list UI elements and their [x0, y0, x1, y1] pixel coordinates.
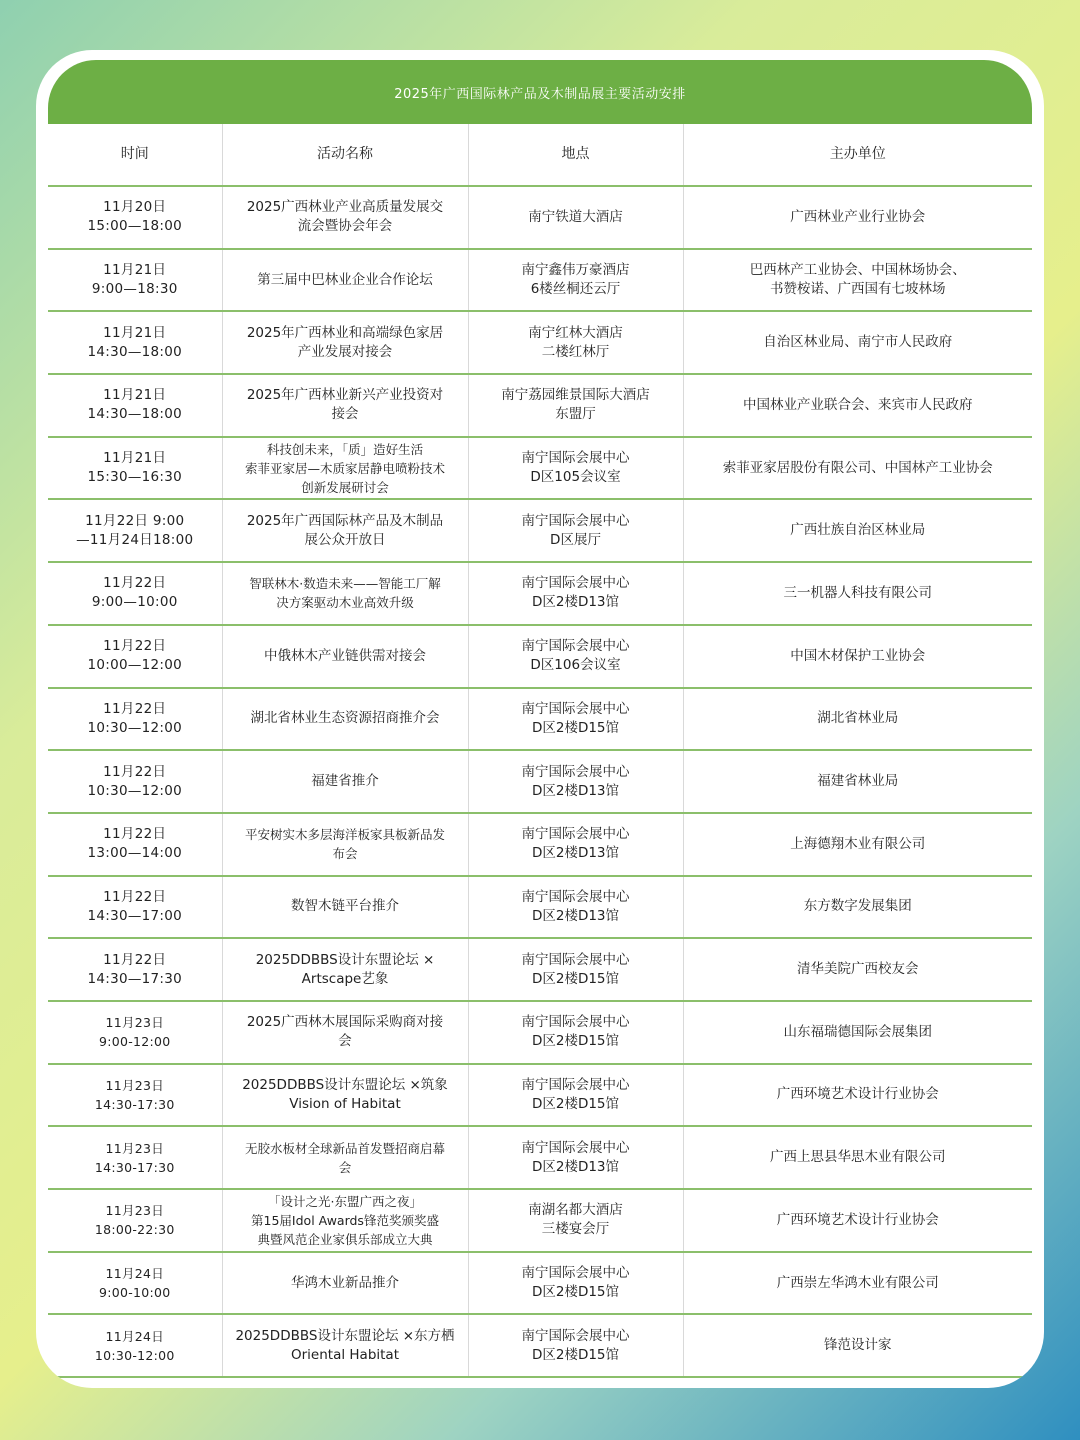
cell-activity	[222, 1189, 468, 1252]
cell-location	[468, 625, 683, 688]
cell-organizer-line: 福建省林业局	[817, 773, 899, 790]
cell-organizer	[683, 562, 1032, 625]
table-row	[48, 1189, 1032, 1252]
cell-organizer-line: 索菲亚家居股份有限公司、中国林产工业协会	[722, 459, 993, 476]
table-header-row	[48, 124, 1032, 186]
cell-location-line: 6楼丝桐还云厅	[530, 281, 621, 298]
cell-activity-line: 无胶水板材全球新品首发暨招商启幕	[244, 1140, 445, 1156]
cell-activity-line: 「设计之光·东盟广西之夜」	[268, 1193, 422, 1209]
cell-activity-line: 2025广西林业产业高质量发展交	[246, 199, 444, 216]
cell-time-line: 10:00—12:00	[87, 657, 183, 674]
cell-organizer	[683, 499, 1032, 562]
cell-activity	[222, 311, 468, 374]
cell-location-line: 南宁红林大酒店	[528, 324, 623, 341]
cell-location	[468, 249, 683, 312]
cell-time-line: 11月23日	[105, 1203, 165, 1219]
table-row	[48, 876, 1032, 939]
cell-time	[48, 625, 222, 688]
cell-activity	[222, 499, 468, 562]
cell-organizer	[683, 186, 1032, 249]
cell-activity	[222, 688, 468, 751]
cell-organizer-line: 广西崇左华鸿木业有限公司	[776, 1274, 939, 1291]
cell-time-line: 15:30—16:30	[87, 469, 183, 486]
cell-time	[48, 1314, 222, 1377]
cell-location	[468, 562, 683, 625]
cell-activity-line: 中俄林木产业链供需对接会	[264, 647, 426, 664]
cell-location	[468, 1001, 683, 1064]
cell-time	[48, 562, 222, 625]
cell-time-line: 11月22日	[103, 951, 167, 968]
cell-location-line: D区2楼D13馆	[531, 782, 620, 799]
header-activity: 活动名称	[222, 124, 468, 186]
table-row	[48, 1126, 1032, 1189]
header-location: 地点	[468, 124, 683, 186]
table-row	[48, 813, 1032, 876]
cell-time-line: 9:00—10:00	[91, 594, 178, 611]
table-row	[48, 1252, 1032, 1315]
cell-activity-line: 2025DDBBS设计东盟论坛 ×东方栖	[235, 1327, 455, 1344]
cell-activity	[222, 437, 468, 500]
cell-location-line: D区2楼D13馆	[531, 594, 620, 611]
cell-organizer-line: 广西壮族自治区林业局	[790, 522, 926, 539]
cell-organizer-line: 湖北省林业局	[817, 710, 899, 727]
cell-time	[48, 1064, 222, 1127]
cell-activity	[222, 1001, 468, 1064]
cell-location-line: D区2楼D13馆	[531, 907, 620, 924]
cell-time	[48, 499, 222, 562]
cell-activity	[222, 750, 468, 813]
cell-time-line: 11月24日	[105, 1266, 165, 1282]
cell-organizer	[683, 437, 1032, 500]
cell-organizer	[683, 374, 1032, 437]
cell-location-line: D区2楼D15馆	[531, 1346, 620, 1363]
cell-location	[468, 938, 683, 1001]
cell-location-line: 南宁铁道大酒店	[528, 208, 623, 225]
cell-activity-line: 会	[338, 1159, 352, 1175]
cell-time	[48, 938, 222, 1001]
cell-activity	[222, 186, 468, 249]
table-row	[48, 1001, 1032, 1064]
cell-activity-line: Oriental Habitat	[291, 1346, 399, 1363]
cell-location-line: 南宁国际会展中心	[521, 826, 630, 843]
cell-time	[48, 688, 222, 751]
cell-organizer	[683, 1001, 1032, 1064]
cell-time	[48, 186, 222, 249]
cell-activity	[222, 938, 468, 1001]
cell-location-line: 南宁国际会展中心	[521, 1139, 630, 1156]
table-row	[48, 437, 1032, 500]
schedule-card	[36, 50, 1044, 1388]
cell-location-line: D区106会议室	[530, 657, 621, 674]
cell-activity	[222, 813, 468, 876]
cell-activity	[222, 374, 468, 437]
cell-time	[48, 813, 222, 876]
cell-activity	[222, 1314, 468, 1377]
cell-activity	[222, 1126, 468, 1189]
cell-time	[48, 876, 222, 939]
cell-time-line: 11月22日	[103, 638, 167, 655]
cell-organizer-line: 山东福瑞德国际会展集团	[783, 1023, 932, 1040]
cell-activity-line: 流会暨协会年会	[297, 218, 393, 235]
cell-location-line: 南宁国际会展中心	[521, 1014, 630, 1031]
cell-time-line: 10:30—12:00	[87, 782, 183, 799]
cell-organizer-line: 上海德翔木业有限公司	[790, 835, 926, 852]
cell-activity-line: 展公众开放日	[304, 531, 386, 548]
cell-location	[468, 1064, 683, 1127]
cell-location-line: D区2楼D15馆	[531, 719, 620, 736]
cell-location-line: 三楼宴会厅	[541, 1221, 610, 1238]
cell-location-line: 二楼红林厅	[541, 343, 610, 360]
cell-time-line: 9:00-10:00	[98, 1285, 171, 1301]
cell-activity-line: 湖北省林业生态资源招商推介会	[250, 710, 440, 727]
cell-activity-line: 2025DDBBS设计东盟论坛 ×	[255, 951, 435, 968]
cell-organizer-line: 广西上思县华思木业有限公司	[770, 1149, 946, 1166]
cell-organizer-line: 三一机器人科技有限公司	[783, 584, 932, 601]
cell-activity-line: 2025年广西林业和高端绿色家居	[246, 324, 444, 341]
cell-activity-line: 平安树实木多层海洋板家具板新品发	[244, 827, 445, 843]
cell-time-line: 11月22日	[103, 575, 167, 592]
cell-time	[48, 249, 222, 312]
cell-organizer	[683, 938, 1032, 1001]
cell-location-line: 南宁国际会展中心	[521, 638, 630, 655]
cell-location	[468, 750, 683, 813]
cell-activity	[222, 625, 468, 688]
cell-location-line: 东盟厅	[555, 406, 596, 423]
cell-organizer	[683, 1314, 1032, 1377]
table-row	[48, 499, 1032, 562]
cell-time	[48, 750, 222, 813]
cell-location-line: 南宁国际会展中心	[521, 763, 630, 780]
cell-time-line: 11月24日	[105, 1328, 165, 1344]
cell-location-line: D区2楼D15馆	[531, 1033, 620, 1050]
cell-time-line: 9:00-12:00	[98, 1034, 171, 1050]
cell-organizer-line: 广西林业产业行业协会	[790, 208, 926, 225]
cell-time-line: 14:30—17:30	[87, 970, 183, 987]
header-organizer: 主办单位	[683, 124, 1032, 186]
cell-organizer-line: 广西环境艺术设计行业协会	[776, 1086, 939, 1103]
cell-location-line: D区2楼D13馆	[531, 1158, 620, 1175]
table-title: 2025年广西国际林产品及木制品展主要活动安排	[48, 60, 1032, 124]
cell-organizer	[683, 625, 1032, 688]
cell-location-line: 南湖名都大酒店	[528, 1202, 623, 1219]
table-row	[48, 311, 1032, 374]
cell-organizer	[683, 249, 1032, 312]
table-row	[48, 750, 1032, 813]
cell-time-line: 11月21日	[103, 324, 167, 341]
cell-location	[468, 688, 683, 751]
cell-location	[468, 437, 683, 500]
cell-organizer	[683, 311, 1032, 374]
cell-time-line: 11月22日 9:00	[85, 512, 185, 529]
cell-time	[48, 311, 222, 374]
cell-time-line: 11月21日	[103, 450, 167, 467]
cell-location	[468, 1126, 683, 1189]
table-row	[48, 374, 1032, 437]
cell-organizer	[683, 1126, 1032, 1189]
cell-time-line: 11月21日	[103, 262, 167, 279]
cell-time-line: 18:00-22:30	[94, 1222, 175, 1238]
cell-organizer	[683, 813, 1032, 876]
cell-time-line: 13:00—14:00	[87, 845, 183, 862]
cell-time	[48, 1189, 222, 1252]
cell-location-line: 南宁荔园维景国际大酒店	[501, 387, 650, 404]
cell-organizer-line: 清华美院广西校友会	[797, 961, 919, 978]
cell-activity-line: 接会	[331, 406, 359, 423]
cell-location-line: D区展厅	[550, 531, 601, 548]
cell-location	[468, 1189, 683, 1252]
cell-activity-line: 2025DDBBS设计东盟论坛 ×筑象	[242, 1076, 448, 1093]
cell-time-line: 9:00—18:30	[91, 281, 178, 298]
cell-location-line: D区105会议室	[530, 469, 621, 486]
cell-organizer	[683, 1064, 1032, 1127]
cell-activity	[222, 1064, 468, 1127]
table-row	[48, 562, 1032, 625]
cell-time-line: 15:00—18:00	[87, 218, 183, 235]
table-row	[48, 1314, 1032, 1377]
cell-activity-line: 福建省推介	[311, 773, 379, 790]
cell-time-line: 14:30—17:00	[87, 907, 183, 924]
cell-time	[48, 1252, 222, 1315]
cell-location-line: 南宁国际会展中心	[521, 1076, 630, 1093]
cell-time-line: 14:30—18:00	[87, 343, 183, 360]
table-row	[48, 1064, 1032, 1127]
cell-time-line: 10:30-12:00	[94, 1347, 175, 1363]
cell-activity-line: 华鸿木业新品推介	[291, 1274, 399, 1291]
cell-location-line: 南宁国际会展中心	[521, 700, 630, 717]
cell-time-line: 14:30—18:00	[87, 406, 183, 423]
table-row	[48, 249, 1032, 312]
cell-organizer	[683, 876, 1032, 939]
cell-activity-line: Vision of Habitat	[289, 1095, 401, 1112]
cell-time-line: —11月24日18:00	[76, 531, 194, 548]
cell-organizer	[683, 750, 1032, 813]
cell-organizer-line: 广西环境艺术设计行业协会	[776, 1211, 939, 1228]
cell-time-line: 11月22日	[103, 700, 167, 717]
cell-location-line: 南宁国际会展中心	[521, 512, 630, 529]
cell-organizer	[683, 688, 1032, 751]
cell-location	[468, 186, 683, 249]
cell-time	[48, 437, 222, 500]
cell-location	[468, 876, 683, 939]
cell-activity-line: 智联林木·数造未来——智能工厂解	[249, 576, 441, 592]
cell-activity-line: 典暨风范企业家俱乐部成立大典	[257, 1231, 433, 1247]
cell-time	[48, 1001, 222, 1064]
cell-time-line: 11月20日	[103, 199, 167, 216]
cell-location-line: D区2楼D15馆	[531, 1284, 620, 1301]
cell-time-line: 11月23日	[105, 1015, 165, 1031]
header-time: 时间	[48, 124, 222, 186]
table-row	[48, 186, 1032, 249]
cell-location-line: 南宁国际会展中心	[521, 888, 630, 905]
cell-organizer-line: 锋范设计家	[824, 1337, 892, 1354]
cell-location-line: 南宁国际会展中心	[521, 1327, 630, 1344]
table-row	[48, 625, 1032, 688]
cell-location-line: 南宁国际会展中心	[521, 951, 630, 968]
cell-time-line: 11月21日	[103, 387, 167, 404]
cell-organizer-line: 巴西林产工业协会、中国林场协会、	[749, 262, 966, 279]
cell-organizer-line: 东方数字发展集团	[803, 898, 912, 915]
cell-activity-line: 第15届Idol Awards锋范奖颁奖盛	[251, 1212, 439, 1228]
cell-location	[468, 813, 683, 876]
cell-time	[48, 374, 222, 437]
cell-organizer	[683, 1252, 1032, 1315]
cell-activity-line: 2025年广西国际林产品及木制品	[246, 512, 444, 529]
cell-activity-line: 布会	[332, 846, 358, 862]
cell-location-line: 南宁国际会展中心	[521, 575, 630, 592]
cell-activity	[222, 249, 468, 312]
cell-location-line: D区2楼D13馆	[531, 845, 620, 862]
cell-time-line: 11月22日	[103, 888, 167, 905]
cell-time-line: 11月22日	[103, 826, 167, 843]
cell-organizer-line: 书赞桉诺、广西国有七坡林场	[770, 281, 946, 298]
cell-activity-line: 第三届中巴林业企业合作论坛	[257, 271, 433, 288]
cell-time	[48, 1126, 222, 1189]
schedule-table	[48, 124, 1032, 1378]
cell-activity-line: 2025广西林木展国际采购商对接	[246, 1014, 444, 1031]
cell-location	[468, 1252, 683, 1315]
cell-time-line: 10:30—12:00	[87, 719, 183, 736]
cell-activity-line: 数智木链平台推介	[291, 898, 399, 915]
cell-activity	[222, 1252, 468, 1315]
cell-activity	[222, 562, 468, 625]
cell-time-line: 14:30-17:30	[94, 1096, 175, 1112]
cell-activity-line: 索菲亚家居—木质家居静电喷粉技术	[244, 460, 445, 476]
cell-location	[468, 1314, 683, 1377]
cell-organizer	[683, 1189, 1032, 1252]
cell-activity-line: 创新发展研讨会	[301, 479, 389, 495]
cell-location-line: 南宁国际会展中心	[521, 450, 630, 467]
cell-organizer-line: 中国木材保护工业协会	[790, 647, 926, 664]
cell-location	[468, 311, 683, 374]
table-row	[48, 688, 1032, 751]
cell-organizer-line: 自治区林业局、南宁市人民政府	[763, 334, 953, 351]
cell-activity-line: 决方案驱动木业高效升级	[276, 595, 414, 611]
cell-time-line: 14:30-17:30	[94, 1159, 175, 1175]
cell-location-line: D区2楼D15馆	[531, 1095, 620, 1112]
cell-time-line: 11月22日	[103, 763, 167, 780]
cell-location-line: 南宁鑫伟万豪酒店	[521, 262, 630, 279]
cell-activity-line: Artscape艺象	[301, 970, 389, 987]
cell-organizer-line: 中国林业产业联合会、来宾市人民政府	[743, 396, 973, 413]
cell-location	[468, 374, 683, 437]
cell-location	[468, 499, 683, 562]
cell-activity-line: 产业发展对接会	[297, 343, 393, 360]
table-row	[48, 938, 1032, 1001]
cell-time-line: 11月23日	[105, 1140, 165, 1156]
cell-activity	[222, 876, 468, 939]
cell-activity-line: 科技创未来，「质」造好生活	[266, 441, 424, 457]
cell-location-line: 南宁国际会展中心	[521, 1265, 630, 1282]
cell-time-line: 11月23日	[105, 1077, 165, 1093]
cell-activity-line: 2025年广西林业新兴产业投资对	[246, 387, 444, 404]
cell-activity-line: 会	[338, 1033, 352, 1050]
cell-location-line: D区2楼D15馆	[531, 970, 620, 987]
